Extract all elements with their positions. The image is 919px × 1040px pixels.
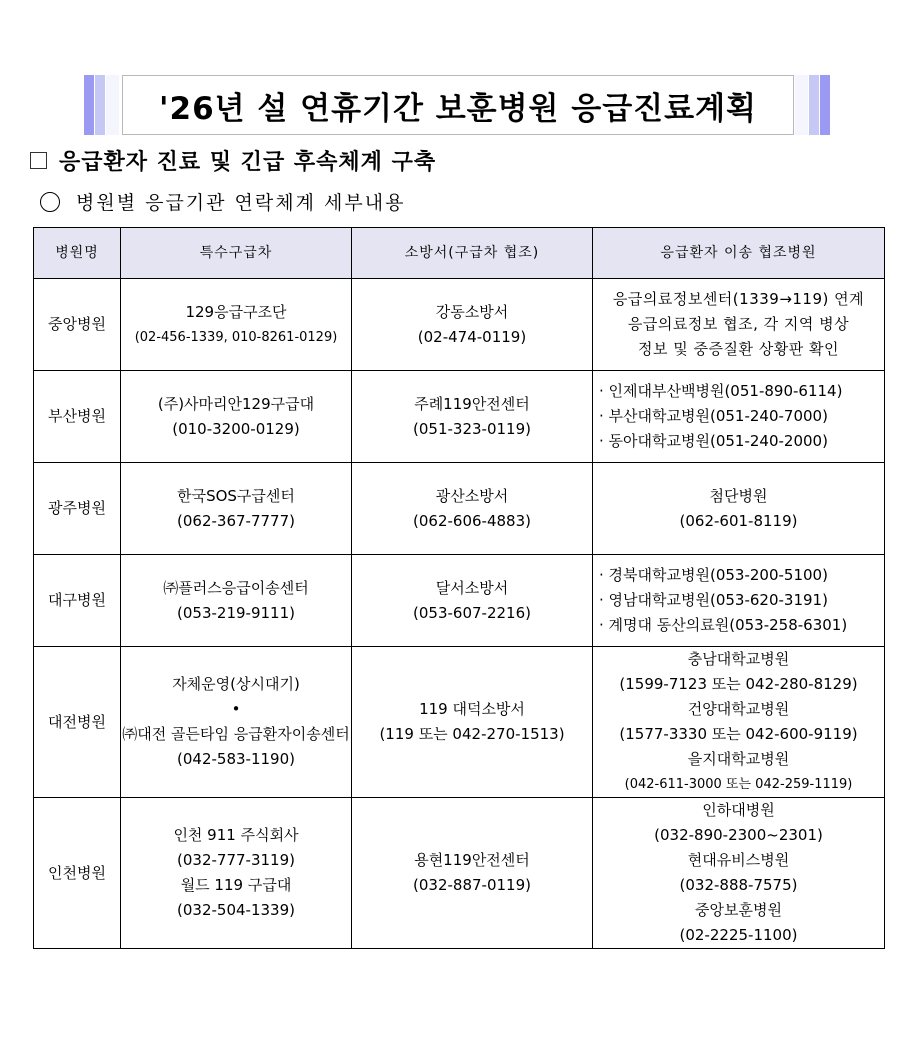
fire-station-phone: (051-323-0119) <box>413 419 531 438</box>
transfer-hospital-name: 첨단병원 <box>709 486 768 505</box>
ambulance-name: 한국SOS구급센터 <box>177 486 295 505</box>
table-row <box>34 279 885 371</box>
hospital-name: 광주병원 <box>34 463 121 555</box>
fire-station-name: 주례119안전센터 <box>414 394 530 413</box>
table-header-row <box>34 228 885 279</box>
section-heading-text: 응급환자 진료 및 긴급 후속체계 구축 <box>59 150 437 175</box>
ambulance-phone: (032-777-3119) <box>177 851 295 869</box>
checkbox-icon <box>30 152 47 169</box>
ambulance-name: 129응급구조단 <box>185 302 287 321</box>
hospital-name: 부산병원 <box>34 371 121 463</box>
table-row <box>34 555 885 647</box>
ambulance-phone: (053-219-9111) <box>177 603 295 622</box>
header-ambulance: 특수구급차 <box>121 228 352 279</box>
hospital-name: 중앙병원 <box>34 279 121 371</box>
stripe-decoration <box>106 75 119 135</box>
transfer-hospital-item: · 경북대학교병원(053-200-5100) <box>599 566 828 584</box>
ambulance-phone: (042-583-1190) <box>177 750 295 768</box>
ambulance-cell <box>121 555 352 647</box>
ambulance-name: 인천 911 주식회사 <box>173 826 299 844</box>
ambulance-cell <box>121 279 352 371</box>
sub-heading <box>40 188 405 215</box>
fire-station-name: 달서소방서 <box>435 578 509 597</box>
fire-station-cell <box>352 555 593 647</box>
fire-station-cell <box>352 798 593 949</box>
transfer-line: 정보 및 중증질환 상황판 확인 <box>638 340 839 358</box>
fire-station-phone: (032-887-0119) <box>413 876 531 894</box>
fire-station-phone: (02-474-0119) <box>417 327 527 346</box>
fire-station-cell <box>352 371 593 463</box>
transfer-hospital-phone: (1577-3330 또는 042-600-9119) <box>619 725 858 743</box>
section-heading <box>30 145 436 176</box>
transfer-hospital-name: 건양대학교병원 <box>687 700 790 718</box>
ambulance-cell <box>121 371 352 463</box>
ambulance-name: 월드 119 구급대 <box>180 876 292 894</box>
stripe-decoration <box>84 75 94 135</box>
stripe-decoration <box>95 75 105 135</box>
bullet-dot: • <box>231 700 241 718</box>
fire-station-phone: (119 또는 042-270-1513) <box>379 725 565 743</box>
ambulance-name: (주)사마리안129구급대 <box>157 394 315 413</box>
transfer-cell <box>593 371 885 463</box>
transfer-hospital-name: 충남대학교병원 <box>687 650 790 668</box>
ambulance-phone: (010-3200-0129) <box>172 419 300 438</box>
hospital-name: 대전병원 <box>34 647 121 798</box>
stripe-decoration <box>820 75 830 135</box>
ambulance-cell <box>121 463 352 555</box>
transfer-hospital-phone: (1599-7123 또는 042-280-8129) <box>619 675 858 693</box>
transfer-hospital-item: · 인제대부산백병원(051-890-6114) <box>599 382 843 400</box>
transfer-line: 응급의료정보센터(1339→119) 연계 <box>612 290 865 308</box>
transfer-hospital-phone: (032-890-2300~2301) <box>654 826 823 844</box>
contact-table <box>33 227 885 949</box>
transfer-hospital-name: 현대유비스병원 <box>687 851 790 869</box>
transfer-hospital-item: · 계명대 동산의료원(053-258-6301) <box>599 616 848 634</box>
transfer-hospital-name: 중앙보훈병원 <box>695 901 782 919</box>
fire-station-cell <box>352 647 593 798</box>
ambulance-phone: (032-504-1339) <box>177 901 295 919</box>
transfer-line: 응급의료정보 협조, 각 지역 병상 <box>627 315 850 333</box>
hospital-name: 인천병원 <box>34 798 121 949</box>
ambulance-phone: (02-456-1339, 010-8261-0129) <box>134 329 338 345</box>
header-fire-station: 소방서(구급차 협조) <box>352 228 593 279</box>
page-title: '26년 설 연휴기간 보훈병원 응급진료계획 <box>159 90 757 127</box>
transfer-hospital-item: · 부산대학교병원(051-240-7000) <box>599 407 828 425</box>
stripe-decoration <box>809 75 819 135</box>
transfer-hospital-phone: (062-601-8119) <box>679 511 798 530</box>
table-row <box>34 798 885 949</box>
ambulance-cell <box>121 647 352 798</box>
fire-station-cell <box>352 463 593 555</box>
fire-station-cell <box>352 279 593 371</box>
circle-bullet-icon <box>40 192 60 212</box>
fire-station-name: 광산소방서 <box>435 486 509 505</box>
ambulance-cell <box>121 798 352 949</box>
transfer-cell <box>593 555 885 647</box>
sub-heading-text: 병원별 응급기관 연락체계 세부내용 <box>76 192 406 214</box>
transfer-hospital-phone: (042-611-3000 또는 042-259-1119) <box>624 777 853 792</box>
fire-station-name: 강동소방서 <box>435 302 509 321</box>
ambulance-name: ㈜대전 골든타임 응급환자이송센터 <box>122 725 350 743</box>
fire-station-name: 119 대덕소방서 <box>419 700 525 718</box>
title-banner <box>84 75 830 135</box>
header-hospital: 병원명 <box>34 228 121 279</box>
title-box <box>122 75 794 135</box>
transfer-cell <box>593 279 885 371</box>
transfer-hospital-item: · 동아대학교병원(051-240-2000) <box>599 432 828 450</box>
ambulance-phone: (062-367-7777) <box>177 511 295 530</box>
hospital-name: 대구병원 <box>34 555 121 647</box>
fire-station-name: 용현119안전센터 <box>414 851 530 869</box>
table-row <box>34 371 885 463</box>
ambulance-name: ㈜플러스응급이송센터 <box>163 578 309 597</box>
transfer-hospital-item: · 영남대학교병원(053-620-3191) <box>599 591 828 609</box>
table-row <box>34 647 885 798</box>
transfer-hospital-phone: (02-2225-1100) <box>679 926 798 944</box>
transfer-cell <box>593 647 885 798</box>
transfer-hospital-name: 인하대병원 <box>702 801 775 819</box>
fire-station-phone: (062-606-4883) <box>413 511 531 530</box>
ambulance-name: 자체운영(상시대기) <box>172 675 300 693</box>
stripe-decoration <box>795 75 808 135</box>
transfer-cell <box>593 463 885 555</box>
transfer-hospital-phone: (032-888-7575) <box>679 876 798 894</box>
fire-station-phone: (053-607-2216) <box>413 603 531 622</box>
transfer-cell <box>593 798 885 949</box>
table-row <box>34 463 885 555</box>
transfer-hospital-name: 을지대학교병원 <box>687 750 790 768</box>
header-transfer-hospital: 응급환자 이송 협조병원 <box>593 228 885 279</box>
